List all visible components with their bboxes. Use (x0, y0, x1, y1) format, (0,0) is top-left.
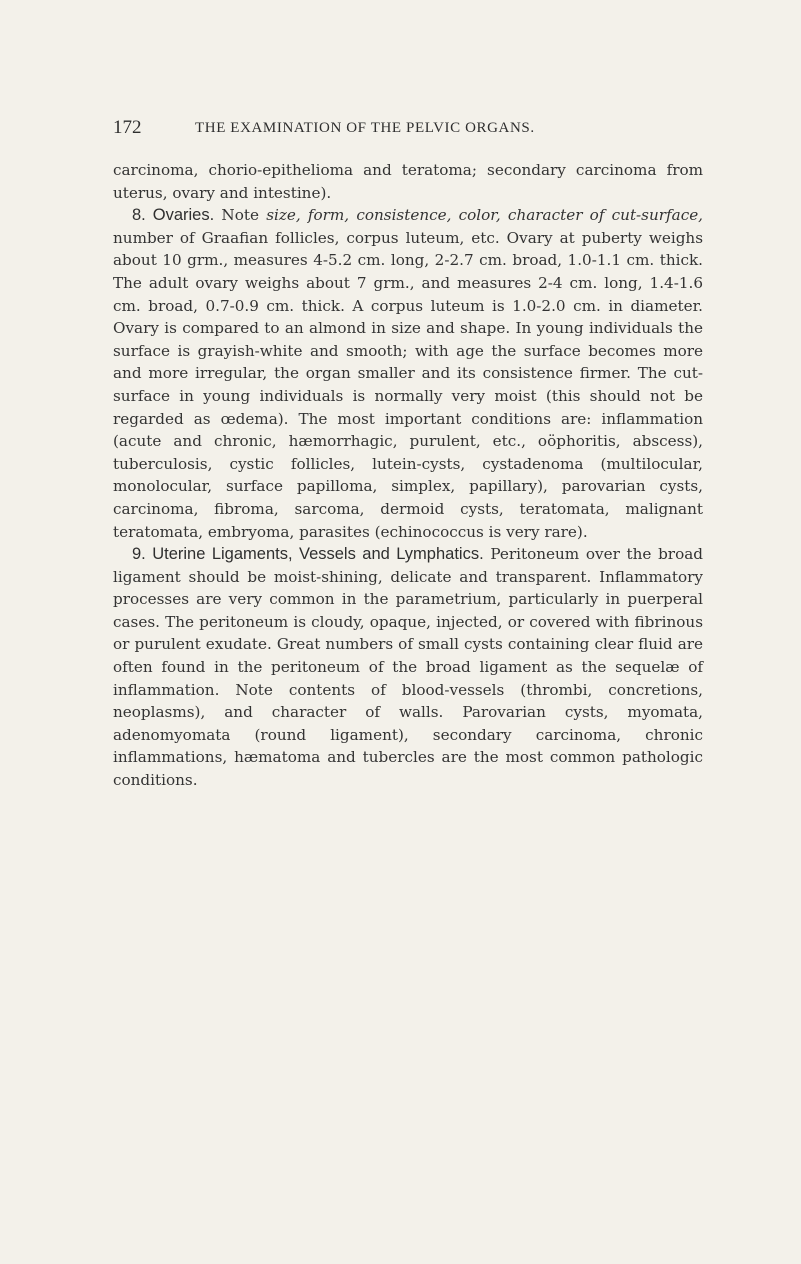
running-head-title: THE EXAMINATION OF THE PELVIC ORGANS. (195, 120, 535, 136)
body-text (113, 159, 703, 792)
section-number: 8. (132, 206, 146, 225)
paragraph-continuation: carcinoma, chorio-epithelioma and teratoma; secondary carcinoma from uterus, ovary and intestine). (113, 161, 703, 202)
section-number: 9. (132, 545, 146, 564)
note-word: Note (221, 206, 259, 225)
paragraph-ovaries (113, 204, 703, 543)
page-number: 172 (113, 117, 142, 138)
section-title: Uterine Ligaments, Vessels and Lymphatics. (152, 545, 484, 564)
paragraph-text: Peritoneum over the broad ligament should be moist-shining, delicate and transparent. Inflammatory processes are very common in the parametrium, particularly in puerperal cases. The peritoneum is cloudy, opaque, injected, or covered with fibrinous or purulent exudate. Great numbers of small cysts containing clear fluid are often found in the peritoneum of the broad ligament as the sequelæ of inflammation. Note contents of blood-vessels (thrombi, concretions, neoplasms), and character of walls. Parovarian cysts, myomata, adenomyomata (round ligament), secondary carcinoma, chronic inflammations, hæmatoma and tubercles are the most common pathologic conditions. (113, 545, 703, 790)
italic-characteristics: size, form, consistence, color, character of cut-surface, (266, 206, 704, 225)
section-heading-uterine-ligaments (132, 545, 484, 563)
section-heading-ovaries (132, 206, 214, 224)
section-title: Ovaries. (152, 206, 215, 225)
paragraph-uterine-ligaments (113, 543, 703, 792)
paragraph-text: number of Graafian follicles, corpus luteum, etc. Ovary at puberty weighs about 10 grm., measures 4-5.2 cm. long, 2-2.7 cm. broad, 1.0-1.1 cm. thick. The adult ovary weighs about 7 grm., and measures 2-4 cm. long, 1.4-1.6 cm. broad, 0.7-0.9 cm. thick. A corpus luteum is 1.0-2.0 cm. in diameter. Ovary is compared to an almond in size and shape. In young individuals the surface is grayish-white and smooth; with age the surface becomes more and more irregular, the organ smaller and its consistence firmer. The cut-surface in young individuals is normally very moist (this should not be regarded as œdema). The most important conditions are: inflammation (acute and chronic, hæmorrhagic, purulent, etc., oöphoritis, abscess), tuberculosis, cystic follicles, lutein-cysts, cystadenoma (multilocular, monolocular, surface papilloma, simplex, papillary), parovarian cysts, carcinoma, fibroma, sarcoma, dermoid cysts, teratomata, malignant teratomata, embryoma, parasites (echinococcus is very rare). (113, 228, 703, 541)
running-head (113, 117, 693, 143)
